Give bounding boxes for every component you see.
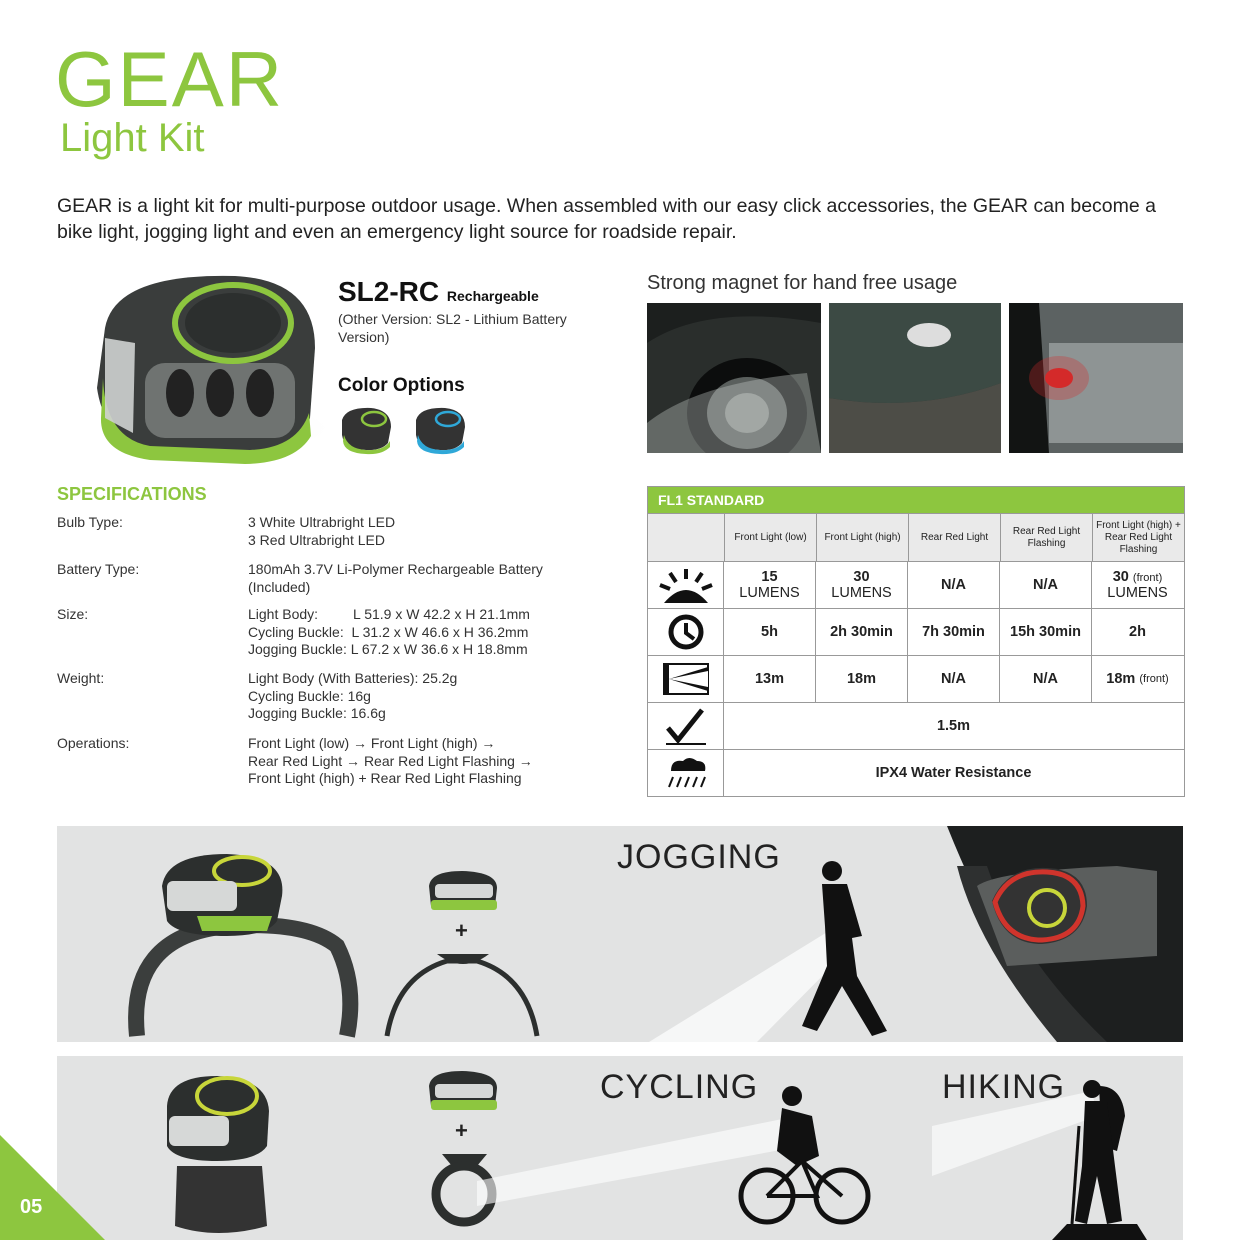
page-subtitle: Light Kit [60,116,205,160]
color-option-blue[interactable] [416,408,465,454]
impact-cell: 1.5m [723,703,1183,749]
magnet-heading: Strong magnet for hand free usage [647,272,958,294]
lumens-cell [723,562,815,608]
plus-sign: + [455,1118,468,1143]
lumens-value: 30 [1112,569,1129,585]
cyclist-silhouette [741,1086,868,1222]
color-swatches [336,405,476,455]
spec-operations-value: Front Light (low) → Front Light (high) → Rear Red Light → Rear Red Light Flashing → Front Light (high) + Rear Red Light Flashing [248,735,533,786]
spec-size-label: Size: [57,606,89,622]
runtime-row [648,608,1184,655]
color-options-heading: Color Options [338,375,465,396]
runtime-cell: 7h 30min [907,609,999,655]
distance-cell [1091,656,1183,702]
rain-water-icon [648,750,723,796]
product-model-name: SL2-RC [338,276,440,307]
column-header: Front Light (high) [816,514,908,561]
product-hero-image [75,268,335,468]
lumens-unit: LUMENS [831,585,892,601]
spec-weight-value: Light Body (With Batteries): 25.2g Cycling Buckle: 16g Jogging Buckle: 16.6g [248,670,458,721]
distance-value: 18m [1106,671,1136,687]
front-note: (front) [1139,673,1169,685]
product-model-suffix: Rechargeable [446,288,539,304]
spec-weight-label: Weight: [57,670,105,686]
cycling-buckle-illustration [167,1076,269,1233]
jogging-strap-illustration [136,854,350,1036]
column-header: Rear Red Light [908,514,1000,561]
spec-size-value: Light Body: L 51.9 x W 42.2 x H 21.1mm Cycling Buckle: L 31.2 x W 46.6 x H 36.2mm Jogging Buckle: L 67.2 x W 36.6 x H 18.8mm [248,606,530,657]
jogging-parts-illustration [387,871,537,1036]
intro-paragraph: GEAR is a light kit for multi-purpose outdoor usage. When assembled with our easy click accessories, the GEAR can become a bike light, jogging light and even an emergency light source for roadside repair. [57,195,1156,243]
page-title: GEAR [55,35,285,123]
distance-cell: 13m [723,656,815,702]
water-cell: IPX4 Water Resistance [723,750,1183,796]
distance-row [648,655,1184,702]
spec-battery-label: Battery Type: [57,561,140,577]
magnet-photo-tailgate [1009,303,1183,453]
product-model [338,276,539,308]
runtime-cell: 2h [1091,609,1183,655]
lumens-unit: LUMENS [739,585,800,601]
distance-cell: 18m [815,656,907,702]
lumens-cell: N/A [907,562,999,608]
arm-strap-illustration [947,826,1183,1042]
lumens-value: 30 [853,569,870,585]
jogging-label: JOGGING [617,838,781,876]
table-title: FL1 STANDARD [648,487,1184,513]
lumens-cell [1091,562,1183,608]
impact-row [648,702,1184,749]
distance-cell: N/A [999,656,1091,702]
table-corner-cell [648,514,724,561]
lumens-cell: N/A [999,562,1091,608]
column-header: Front Light (low) [724,514,816,561]
cycling-hiking-panel [57,1056,1183,1240]
front-note: (front) [1132,572,1163,584]
table-header-row [648,513,1184,561]
column-header: Rear Red Light Flashing [1000,514,1092,561]
distance-cell: N/A [907,656,999,702]
magnet-photo-wheel [647,303,821,453]
plus-sign: + [455,918,468,943]
runtime-cell: 15h 30min [999,609,1091,655]
runtime-cell: 5h [723,609,815,655]
cycling-label: CYCLING [600,1068,759,1106]
lumens-value: 15 [761,569,778,585]
column-header: Front Light (high) + Rear Red Light Flashing [1092,514,1184,561]
color-option-green[interactable] [342,408,391,454]
beam-distance-icon [648,656,723,702]
clock-runtime-icon [648,609,723,655]
magnet-photo-undercarriage [829,303,1001,453]
spec-operations-label: Operations: [57,735,130,751]
runtime-cell: 2h 30min [815,609,907,655]
hiking-label: HIKING [942,1068,1066,1106]
lumens-cell [815,562,907,608]
jogging-panel [57,826,1183,1042]
other-version-note: (Other Version: SL2 - Lithium Battery Version) [338,311,567,345]
spec-battery-value: 180mAh 3.7V Li-Polymer Rechargeable Battery (Included) [248,561,543,595]
page-corner-triangle [0,1135,105,1240]
spec-bulb-label: Bulb Type: [57,514,123,530]
spec-bulb-value: 3 White Ultrabright LED 3 Red Ultrabright LED [248,514,396,548]
water-row [648,749,1184,796]
page-number: 05 [20,1196,43,1218]
sun-brightness-icon [648,562,723,608]
specifications-heading: SPECIFICATIONS [57,484,207,504]
lumens-row [648,561,1184,608]
impact-test-icon [648,703,723,749]
lumens-unit: LUMENS [1107,585,1168,601]
performance-table [647,486,1185,797]
